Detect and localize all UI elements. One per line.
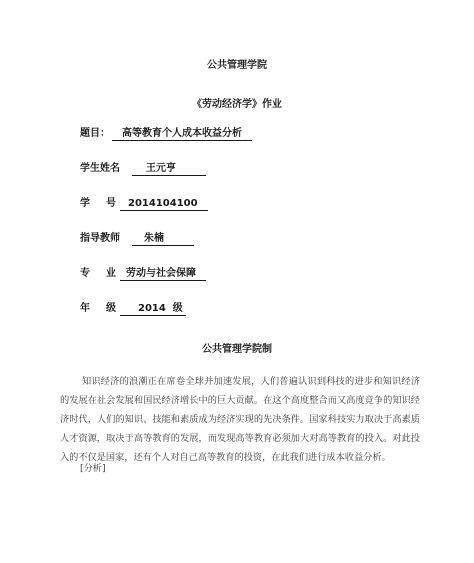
major-label-char-1: 专	[80, 268, 90, 279]
student-id-label-char-1: 学	[80, 198, 90, 209]
major-value: 劳动与社会保障	[120, 267, 206, 281]
student-id-label-char-2: 号	[106, 198, 116, 209]
grade-label-char-2: 级	[106, 303, 116, 314]
topic-label: 题目：	[80, 128, 110, 139]
major-label-char-2: 业	[106, 268, 116, 279]
analysis-heading: [分析]	[80, 463, 106, 474]
student-name-value: 王元亨	[132, 162, 206, 176]
student-id-value: 2014104100	[120, 197, 208, 211]
major-label	[80, 267, 116, 281]
grade-label	[80, 302, 116, 316]
advisor-value: 朱楠	[132, 232, 194, 246]
student-name-label: 学生姓名	[80, 163, 120, 174]
body-paragraph: 知识经济的浪潮正在席卷全球并加速发展，人们普遍认识到科技的进步和知识经济的发展在社会发展和国民经济增长中的巨大贡献。在这个高度整合而又高度竞争的知识经济时代，人们的知识、技能和素质成为经济实现的先决条件。国家科技实力取决于高素质人才资源，取决于高等教育的发展，而发现高等教育必须加大对高等教育的投入。对此投入的不仅是国家，还有个人对自己高等教育的投资，在此我们进行成本收益分析。	[60, 376, 420, 463]
advisor-label: 指导教师	[80, 233, 120, 244]
made-by-title: 公共管理学院制	[202, 344, 272, 355]
grade-value: 2014 级	[120, 302, 186, 316]
school-title: 公共管理学院	[207, 60, 267, 71]
topic-value: 高等教育个人成本收益分析	[112, 127, 252, 141]
course-title: 《劳动经济学》作业	[192, 99, 282, 110]
grade-label-char-1: 年	[80, 303, 90, 314]
student-id-label	[80, 197, 116, 211]
